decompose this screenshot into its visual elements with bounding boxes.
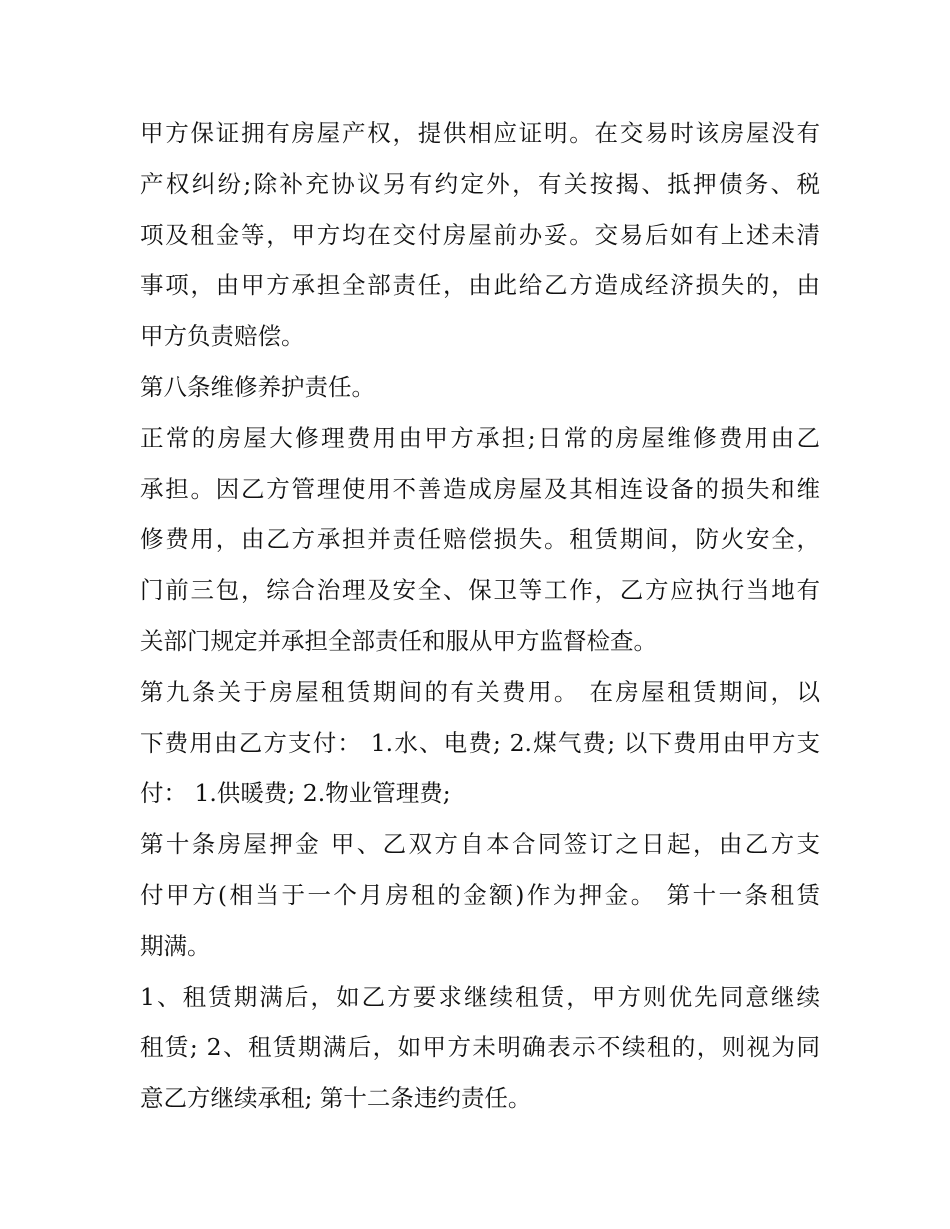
text-line: 门前三包，综合治理及安全、保卫等工作，乙方应执行当地有 bbox=[140, 576, 820, 605]
text-line: 产权纠纷;除补充协议另有约定外，有关按揭、抵押债务、税 bbox=[140, 169, 820, 198]
text-line: 事项，由甲方承担全部责任，由此给乙方造成经济损失的，由 bbox=[140, 271, 820, 300]
text-line: 租赁; 2、租赁期满后，如甲方未明确表示不续租的，则视为同 bbox=[140, 1033, 820, 1062]
text-line: 1、租赁期满后，如乙方要求继续租赁，甲方则优先同意继续 bbox=[140, 982, 820, 1011]
text-line: 项及租金等，甲方均在交付房屋前办妥。交易后如有上述未清 bbox=[140, 220, 820, 249]
text-line: 意乙方继续承租; 第十二条违约责任。 bbox=[140, 1084, 532, 1113]
text-line: 甲方保证拥有房屋产权，提供相应证明。在交易时该房屋没有 bbox=[140, 119, 820, 147]
text-line: 关部门规定并承担全部责任和服从甲方监督检查。 bbox=[140, 626, 657, 655]
text-line: 修费用，由乙方承担并责任赔偿损失。租赁期间，防火安全， bbox=[140, 525, 820, 554]
text-line: 承担。因乙方管理使用不善造成房屋及其相连设备的损失和维 bbox=[140, 474, 820, 503]
article-heading: 第八条维修养护责任。 bbox=[140, 372, 375, 401]
text-line: 甲方负责赔偿。 bbox=[140, 322, 305, 351]
article-heading: 第十条房屋押金 甲、乙双方自本合同签订之日起，由乙方支 bbox=[140, 830, 820, 859]
contract-text bbox=[140, 108, 820, 1124]
text-line: 期满。 bbox=[140, 931, 211, 960]
text-line: 下费用由乙方支付： 1.水、电费; 2.煤气费; 以下费用由甲方支 bbox=[140, 728, 820, 757]
article-heading: 第九条关于房屋租赁期间的有关费用。 在房屋租赁期间，以 bbox=[140, 677, 820, 706]
text-line: 付： 1.供暖费; 2.物业管理费; bbox=[140, 779, 451, 808]
text-line: 付甲方(相当于一个月房租的金额)作为押金。 第十一条租赁 bbox=[140, 880, 820, 909]
text-line: 正常的房屋大修理费用由甲方承担;日常的房屋维修费用由乙 bbox=[140, 423, 820, 452]
